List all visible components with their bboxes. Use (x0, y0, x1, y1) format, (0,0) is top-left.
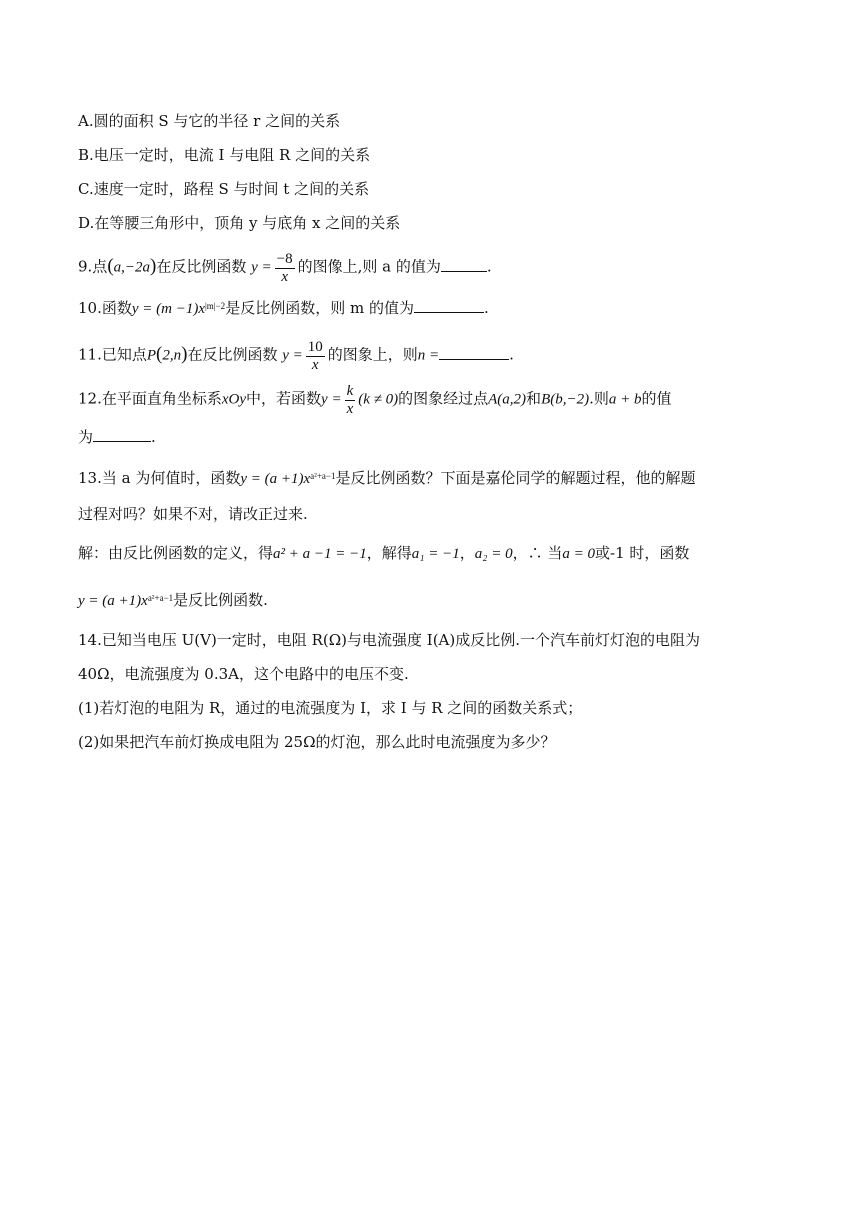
q13-tail: 是反比例函数？下面是嘉伦同学的解题过程，他的解题 (335, 469, 696, 487)
q10-number: 10.函数 (78, 299, 132, 317)
question-13 (78, 467, 696, 491)
question-14-part2: (2)如果把汽车前灯换成电阻为 25Ω的灯泡，那么此时电流强度为多少？ (78, 733, 556, 751)
q12-tail: .则 (589, 389, 609, 408)
q12-condition: (k ≠ 0) (358, 391, 399, 408)
q13-tail3: 是反比例函数. (173, 591, 268, 609)
q12-sum: a + b (608, 391, 642, 408)
q12-answer-blank[interactable] (93, 426, 151, 442)
q11-n-eq: n = (417, 347, 440, 364)
question-14: 14.已知当电压 U(V)一定时，电阻 R(Ω)与电流强度 I(A)成反比例.一个汽车前灯灯泡的电阻为 (78, 631, 701, 649)
q12-frac-num: k (346, 383, 354, 399)
q12-and: 和 (526, 389, 542, 408)
question-12 (78, 382, 672, 417)
q13-sol-end: 或-1 时，函数 (595, 544, 690, 562)
q12-tail2: 的值 (641, 389, 672, 408)
q11-number: 11.已知点 (78, 345, 147, 364)
q10-exponent: |m|−2 (205, 301, 226, 311)
question-14-part1: (1)若灯泡的电阻为 R，通过的电流强度为 I，求 I 与 R 之间的函数关系式； (78, 699, 583, 717)
question-13-solution-line2 (78, 589, 268, 613)
q13-exponent2: a²+a−1 (147, 593, 174, 603)
q11-fraction (306, 339, 325, 374)
question-13-solution (78, 542, 689, 565)
option-a: A.圆的面积 S 与它的半径 r 之间的关系 (78, 112, 341, 130)
option-b: B.电压一定时，电流 I 与电阻 R 之间的关系 (78, 146, 371, 164)
q12-point-a: A(a,2) (488, 391, 527, 408)
q9-answer-blank[interactable] (441, 256, 487, 272)
q13-sol-mid: ，解得 (366, 544, 412, 562)
q13-cond: a = 0 (562, 546, 596, 562)
q9-point: a,−2a (113, 259, 151, 276)
option-d: D.在等腰三角形中，顶角 y 与底角 x 之间的关系 (78, 214, 401, 232)
q9-tail: 的图像上,则 a 的值为 (297, 257, 441, 276)
q11-frac-den: x (311, 357, 319, 373)
option-c: C.速度一定时，路程 S 与时间 t 之间的关系 (78, 180, 370, 198)
q13-eq1: a² + a −1 = −1 (273, 546, 367, 562)
question-9: 9.点(a,−2a)在反比例函数 y = $\frac{-8}{x}$ 的图像上,则 a 的值为 . (78, 251, 492, 285)
q13-sol-start: 解：由反比例函数的定义，得 (78, 544, 274, 562)
q11-y-eq: y = (282, 347, 303, 364)
q9-frac-num: −8 (276, 251, 293, 267)
q9-number: 9.点 (78, 257, 108, 276)
q13-comma: ， (459, 544, 475, 562)
question-11: 11.已知点P(2,n)在反比例函数 y = $\frac{10}{x}$ 的图象上，则n = . (78, 339, 514, 373)
q12-number: 12.在平面直角坐标系 (78, 389, 222, 408)
q12-mid2: 的图象经过点 (398, 389, 489, 408)
q12-mid: 中，若函数 (246, 389, 322, 408)
q13-func2: y = (a +1)x (78, 593, 148, 609)
q10-tail: 是反比例函数，则 m 的值为 (225, 299, 414, 317)
q13-a1: a₁ = −1 (411, 546, 460, 562)
q9-y-eq: y = (251, 259, 272, 276)
q12-frac-den: x (346, 401, 354, 417)
q9-mid: 在反比例函数 (156, 257, 247, 276)
q11-tail: 的图象上，则 (327, 345, 418, 364)
q12-point-b: B(b,−2) (541, 391, 590, 408)
q9-fraction (275, 251, 295, 286)
q12-fraction (345, 383, 356, 418)
q10-end: . (483, 299, 489, 317)
q12-line2-end: . (151, 428, 156, 446)
q13-exponent: a²+a−1 (310, 471, 336, 481)
question-13-line2: 过程对吗？如果不对，请改正过来. (78, 505, 308, 523)
q11-end: . (509, 345, 514, 364)
question-12-line2 (78, 426, 156, 448)
q13-therefore: ，∴ 当 (512, 544, 563, 562)
q10-func: y = (m −1)x (131, 301, 205, 317)
q11-mid: 在反比例函数 (187, 345, 278, 364)
q13-a2: a₂ = 0 (474, 546, 513, 562)
q12-xoy: xOy (221, 391, 247, 408)
q13-number: 13.当 a 为何值时，函数 (78, 469, 241, 487)
q9-frac-den: x (281, 269, 288, 285)
q12-y-eq: y = (321, 391, 342, 408)
q11-answer-blank[interactable] (439, 344, 509, 360)
q11-frac-num: 10 (307, 339, 323, 355)
q10-answer-blank[interactable] (414, 297, 484, 313)
q11-point: P (146, 347, 157, 364)
q13-func: y = (a +1)x (240, 471, 311, 487)
q9-end: . (486, 257, 492, 276)
q11-coords: 2,n (162, 347, 182, 364)
q12-line2-start: 为 (78, 428, 94, 446)
question-10 (78, 297, 489, 321)
question-14-line2: 40Ω，电流强度为 0.3A，这个电路中的电压不变. (78, 665, 409, 683)
